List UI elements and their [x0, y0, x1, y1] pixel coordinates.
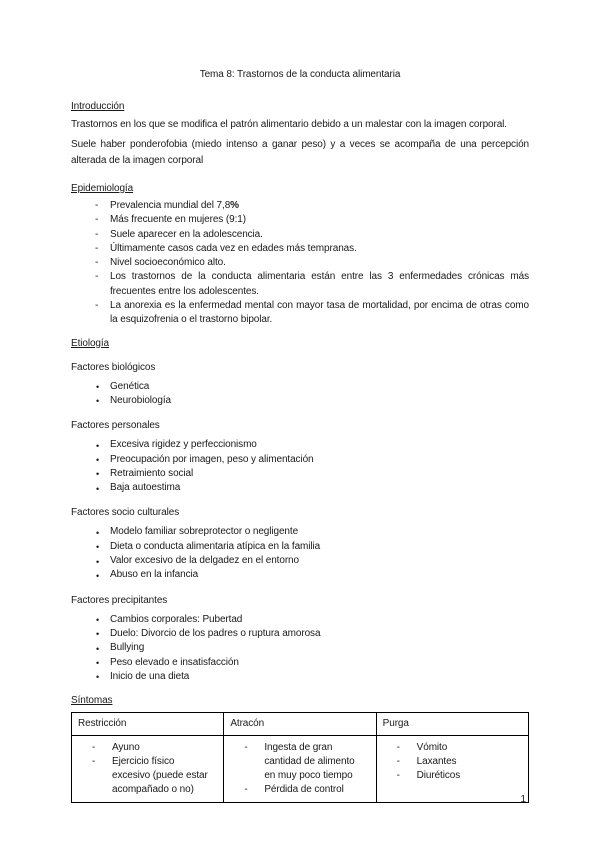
list-item: • Baja autoestima — [71, 481, 529, 495]
group-label: Factores biológicos — [71, 361, 156, 373]
list-item: • Bullying — [71, 641, 529, 655]
table-row — [72, 736, 529, 803]
list-item: • Abuso en la infancia — [71, 568, 529, 582]
table-cell-purga — [376, 736, 528, 803]
list-item-text: Prevalencia mundial del 7,8 — [110, 200, 231, 211]
section-heading-sintomas: Síntomas — [71, 695, 113, 707]
table-header-purga: Purga — [376, 713, 528, 736]
section-heading-epidemiologia: Epidemiología — [71, 183, 134, 194]
etiologia-group-socioculturales — [71, 506, 529, 582]
group-list — [71, 613, 529, 684]
table-cell-restriccion — [72, 736, 224, 803]
list-item: • Genética — [71, 380, 529, 394]
etiologia-group-biologicos — [71, 361, 529, 409]
group-list — [71, 438, 529, 495]
cell-list — [377, 741, 528, 783]
list-item: - Nivel socioeconómico alto. — [71, 256, 529, 270]
list-item: - Vómito — [377, 741, 528, 755]
document-content — [71, 68, 529, 803]
page-title: Tema 8: Trastornos de la conducta alimentaria — [199, 69, 401, 80]
epidemiologia-list — [71, 199, 529, 328]
list-item: • Valor excesivo de la delgadez en el entorno — [71, 554, 529, 568]
list-item: • Inicio de una dieta — [71, 670, 529, 684]
group-list — [71, 525, 529, 582]
group-label: Factores precipitantes — [71, 594, 168, 606]
list-item: - Ingesta de gran cantidad de alimento en muy poco tiempo — [224, 741, 375, 783]
list-item: - Más frecuente en mujeres (9:1) — [71, 213, 529, 227]
table-cell-atracon — [224, 736, 376, 803]
list-item: - Últimamente casos cada vez en edades más tempranas. — [71, 242, 529, 256]
list-item: • Modelo familiar sobreprotector o negligente — [71, 525, 529, 539]
intro-paragraph-1: Trastornos en los que se modifica el patrón alimentario debido a un malestar con la imagen corporal. — [71, 119, 507, 130]
group-label: Factores personales — [71, 420, 160, 432]
list-item: - Pérdida de control — [224, 783, 375, 797]
list-item: - Ejercicio físico excesivo (puede estar acompañado o no) — [72, 755, 223, 797]
list-item: • Cambios corporales: Pubertad — [71, 613, 529, 627]
table-header-atracon: Atracón — [224, 713, 376, 736]
list-item — [71, 199, 529, 213]
list-item: • Peso elevado e insatisfacción — [71, 656, 529, 670]
cell-list — [72, 741, 223, 797]
etiologia-group-personales — [71, 419, 529, 495]
section-heading-introduccion: Introducción — [71, 101, 125, 112]
list-item: - Diuréticos — [377, 769, 528, 783]
page-number: 1 — [520, 794, 526, 805]
list-item: - Los trastornos de la conducta alimentaria están entre las 3 enfermedades crónicas más frecuentes entre los adolescentes. — [71, 270, 529, 299]
group-list — [71, 380, 529, 409]
list-item: • Preocupación por imagen, peso y alimentación — [71, 453, 529, 467]
list-item: - Suele aparecer en la adolescencia. — [71, 228, 529, 242]
list-item: - Ayuno — [72, 741, 223, 755]
symptoms-table — [71, 712, 529, 803]
intro-paragraph-2: Suele haber ponderofobia (miedo intenso a ganar peso) y a veces se acompaña de una percepción alterada de la imagen corporal — [71, 139, 529, 166]
table-header-restriccion: Restricción — [72, 713, 224, 736]
list-item: - Laxantes — [377, 755, 528, 769]
group-label: Factores socio culturales — [71, 507, 180, 519]
list-item: • Duelo: Divorcio de los padres o ruptura amorosa — [71, 627, 529, 641]
list-item: - La anorexia es la enfermedad mental con mayor tasa de mortalidad, por encima de otras como la esquizofrenia o el trastorno bipolar. — [71, 299, 529, 328]
list-item: • Excesiva rigidez y perfeccionismo — [71, 438, 529, 452]
etiologia-group-precipitantes — [71, 594, 529, 684]
list-item: • Dieta o conducta alimentaria atípica en la familia — [71, 540, 529, 554]
cell-list — [224, 741, 375, 797]
table-header-row — [72, 713, 529, 736]
section-heading-etiologia: Etiología — [71, 337, 110, 349]
list-item-bold-text: % — [230, 200, 239, 211]
list-item: • Retraimiento social — [71, 467, 529, 481]
list-item: • Neurobiología — [71, 394, 529, 408]
